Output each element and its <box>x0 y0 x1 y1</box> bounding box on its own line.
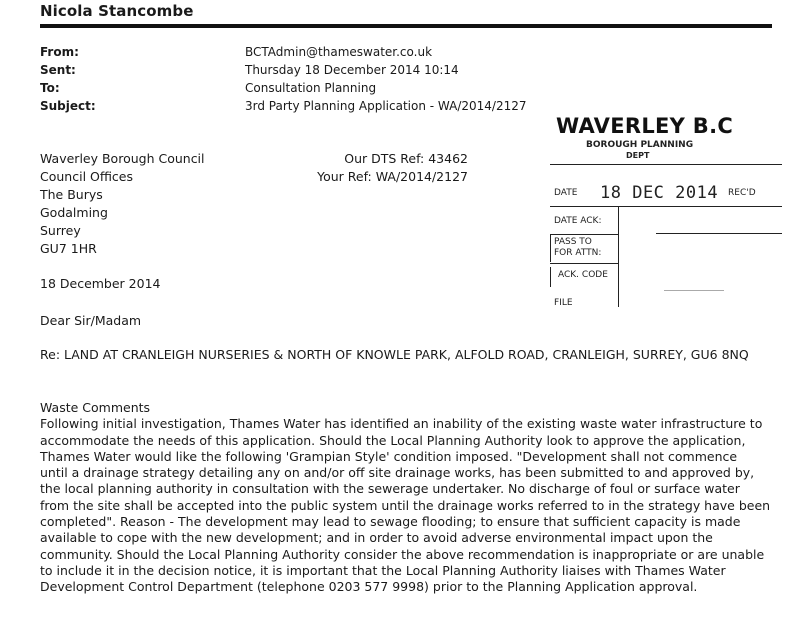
stamp-subtitle: BOROUGH PLANNING <box>586 140 694 150</box>
address-line: Council Offices <box>40 169 134 184</box>
address-line: GU7 1HR <box>40 241 97 256</box>
waste-line: until a drainage strategy detailing any on and/or off site drainage works, has been submitted to and approved by, <box>40 465 755 481</box>
stamp-subtitle-dept: DEPT <box>626 151 650 160</box>
waste-heading: Waste Comments <box>40 400 151 415</box>
waste-line: Following initial investigation, Thames Water has identified an inability of the existing waste water infrastructure to <box>40 416 763 432</box>
waste-line: completed". Reason - The development may lead to sewage flooding; to ensure that sufficient capacity is made <box>40 514 741 530</box>
header-rule <box>40 24 772 28</box>
address-line: Waverley Borough Council <box>40 151 205 166</box>
stamp-rule <box>550 234 618 235</box>
waste-line: community. Should the Local Planning Authority consider the above recommendation is inappropriate or are unable <box>40 546 765 562</box>
waste-comments <box>40 400 770 596</box>
address-line: The Burys <box>40 187 103 202</box>
address-line: Godalming <box>40 205 108 220</box>
stamp-divider <box>550 234 551 262</box>
stamp-divider <box>550 267 551 287</box>
waste-line: the local planning authority in consultation with the sewerage undertaker. No discharge of foul or surface water <box>40 481 740 497</box>
subject-label: Subject: <box>40 99 96 113</box>
stamp-rule <box>550 164 782 165</box>
stamp-for-label: FOR ATTN: <box>554 248 602 258</box>
subject-value: 3rd Party Planning Application - WA/2014/2127 <box>245 99 527 113</box>
sender-name: Nicola Stancombe <box>40 2 194 20</box>
stamp-date-label: DATE <box>554 188 578 198</box>
sent-label: Sent: <box>40 63 76 77</box>
waste-line: Thames Water would like the following 'Grampian Style' condition imposed. "Development shall not commence <box>40 448 738 464</box>
to-label: To: <box>40 81 60 95</box>
stamp-file-label: FILE <box>554 298 573 308</box>
stamp-date-ack-label: DATE ACK: <box>554 216 602 226</box>
stamp-rule <box>656 233 782 234</box>
sent-value: Thursday 18 December 2014 10:14 <box>245 63 459 77</box>
salutation: Dear Sir/Madam <box>40 313 142 328</box>
stamp-rule <box>550 263 618 264</box>
waste-line: to include it in the decision notice, it is important that the Local Planning Authority liaises with Thames Water <box>40 562 726 578</box>
dts-reference: Our DTS Ref: 43462 <box>344 151 468 166</box>
waste-line: from the site shall be accepted into the public system until the drainage works referred to in the strategy have been <box>40 497 771 513</box>
from-label: From: <box>40 45 79 59</box>
from-value[interactable]: BCTAdmin@thameswater.co.uk <box>245 45 433 59</box>
received-stamp <box>544 112 788 312</box>
waste-line: available to cope with the new development; and in order to avoid adverse environmental impact upon the <box>40 530 713 546</box>
re-line: Re: LAND AT CRANLEIGH NURSERIES & NORTH OF KNOWLE PARK, ALFOLD ROAD, CRANLEIGH, SURREY, GU6 8NQ <box>40 347 749 362</box>
stamp-date-value: 18 DEC 2014 <box>600 183 719 203</box>
stamp-recd-label: REC'D <box>728 188 756 198</box>
stamp-smudge <box>664 290 724 291</box>
stamp-ack-code-label: ACK. CODE <box>558 270 608 280</box>
waste-line: accommodate the needs of this application. Should the Local Planning Authority look to approve the application, <box>40 432 746 448</box>
stamp-title: WAVERLEY B.C <box>556 114 734 138</box>
your-reference: Your Ref: WA/2014/2127 <box>317 169 468 184</box>
stamp-divider <box>618 207 619 307</box>
stamp-pass-to-label: PASS TO <box>554 237 592 247</box>
letter-date: 18 December 2014 <box>40 276 161 291</box>
waste-line: Development Control Department (telephone 0203 577 9998) prior to the Planning Application approval. <box>40 579 698 595</box>
address-line: Surrey <box>40 223 81 238</box>
stamp-rule <box>550 206 782 207</box>
to-value: Consultation Planning <box>245 81 377 95</box>
